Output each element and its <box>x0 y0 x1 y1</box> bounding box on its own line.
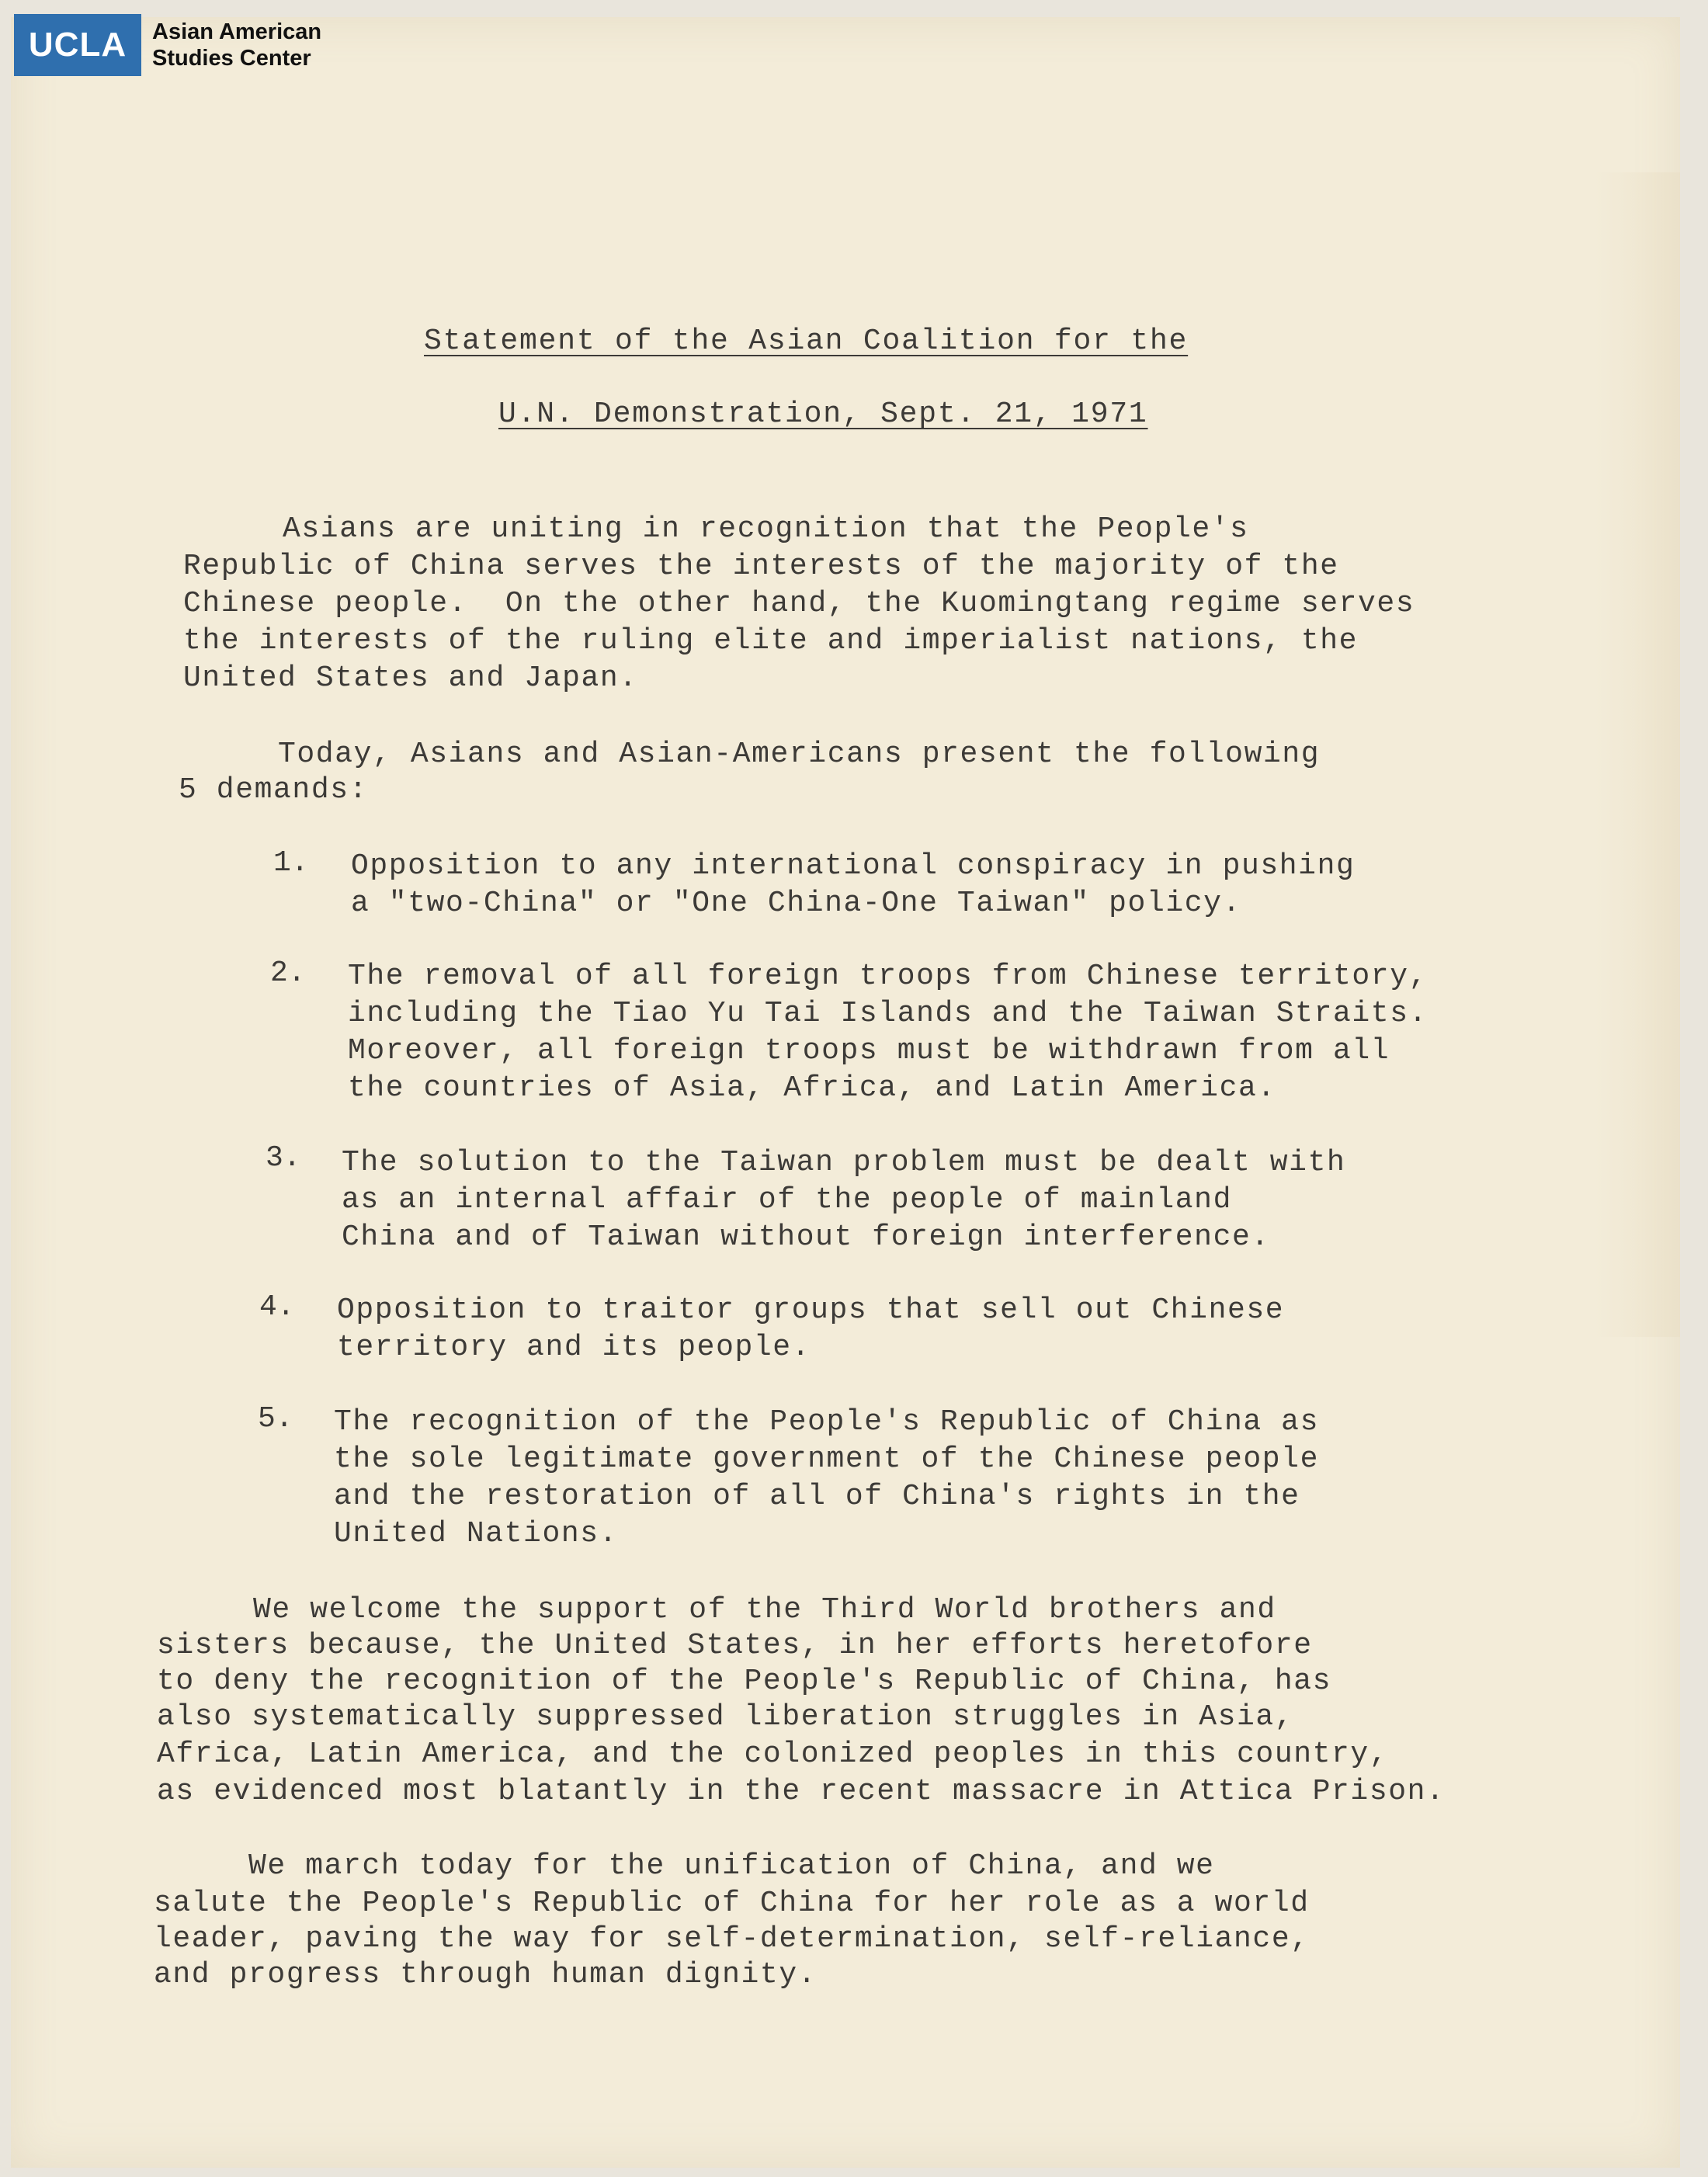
support-line: We welcome the support of the Third World brothers and <box>253 1593 1276 1627</box>
demand-line: the countries of Asia, Africa, and Latin America. <box>348 1071 1276 1105</box>
closing-line: leader, paving the way for self-determination, self-reliance, <box>154 1922 1310 1956</box>
demand-line: as an internal affair of the people of mainland <box>342 1183 1232 1217</box>
logo-line-1: Asian American <box>152 19 322 44</box>
demand-line: The removal of all foreign troops from Chinese territory, <box>348 960 1429 993</box>
demand-line: Opposition to traitor groups that sell out Chinese <box>337 1293 1285 1327</box>
demand-line: The solution to the Taiwan problem must be dealt with <box>342 1146 1346 1179</box>
intro-line: Republic of China serves the interests of the majority of the <box>183 550 1339 583</box>
support-line: Africa, Latin America, and the colonized peoples in this country, <box>157 1738 1389 1771</box>
title-line-1: Statement of the Asian Coalition for the <box>424 325 1189 358</box>
ucla-logo-mark: UCLA <box>14 14 141 76</box>
demand-line: territory and its people. <box>337 1331 811 1364</box>
paper-stain <box>1595 172 1680 1337</box>
demand-number: 4. <box>259 1290 295 1324</box>
demand-line: the sole legitimate government of the Chinese people <box>334 1443 1319 1476</box>
support-line: to deny the recognition of the People's Republic of China, has <box>157 1665 1332 1698</box>
demand-number: 5. <box>258 1402 293 1436</box>
ucla-aasc-logo <box>14 14 321 76</box>
intro-line: Asians are uniting in recognition that the People's <box>283 512 1249 546</box>
demands-intro-line: 5 demands: <box>179 773 369 807</box>
closing-line: salute the People's Republic of China for her role as a world <box>154 1887 1310 1920</box>
demand-line: including the Tiao Yu Tai Islands and the Taiwan Straits. <box>348 997 1429 1030</box>
demand-number: 1. <box>273 846 309 880</box>
demands-intro-line: Today, Asians and Asian-Americans present the following <box>278 738 1321 771</box>
intro-line: the interests of the ruling elite and imperialist nations, the <box>183 624 1359 658</box>
closing-line: We march today for the unification of China, and we <box>248 1849 1215 1883</box>
support-line: as evidenced most blatantly in the recent massacre in Attica Prison. <box>157 1775 1446 1808</box>
closing-line: and progress through human dignity. <box>154 1958 818 1991</box>
demand-number: 2. <box>270 957 306 990</box>
logo-wordmark <box>152 19 321 71</box>
demand-line: The recognition of the People's Republic of China as <box>334 1405 1319 1439</box>
demand-line: China and of Taiwan without foreign interference. <box>342 1220 1270 1254</box>
logo-line-2: Studies Center <box>152 46 311 71</box>
intro-line: Chinese people. On the other hand, the Kuomingtang regime serves <box>183 587 1415 620</box>
support-line: sisters because, the United States, in her efforts heretofore <box>157 1629 1313 1662</box>
demand-line: Opposition to any international conspiracy in pushing <box>351 849 1356 883</box>
demand-line: United Nations. <box>334 1517 619 1550</box>
demand-line: Moreover, all foreign troops must be withdrawn from all <box>348 1034 1390 1068</box>
demand-number: 3. <box>266 1141 301 1175</box>
intro-line: United States and Japan. <box>183 661 638 695</box>
demand-line: and the restoration of all of China's rights in the <box>334 1480 1300 1513</box>
title-line-2: U.N. Demonstration, Sept. 21, 1971 <box>498 398 1148 431</box>
demand-line: a "two-China" or "One China-One Taiwan" policy. <box>351 887 1241 920</box>
support-line: also systematically suppressed liberation struggles in Asia, <box>157 1700 1294 1734</box>
